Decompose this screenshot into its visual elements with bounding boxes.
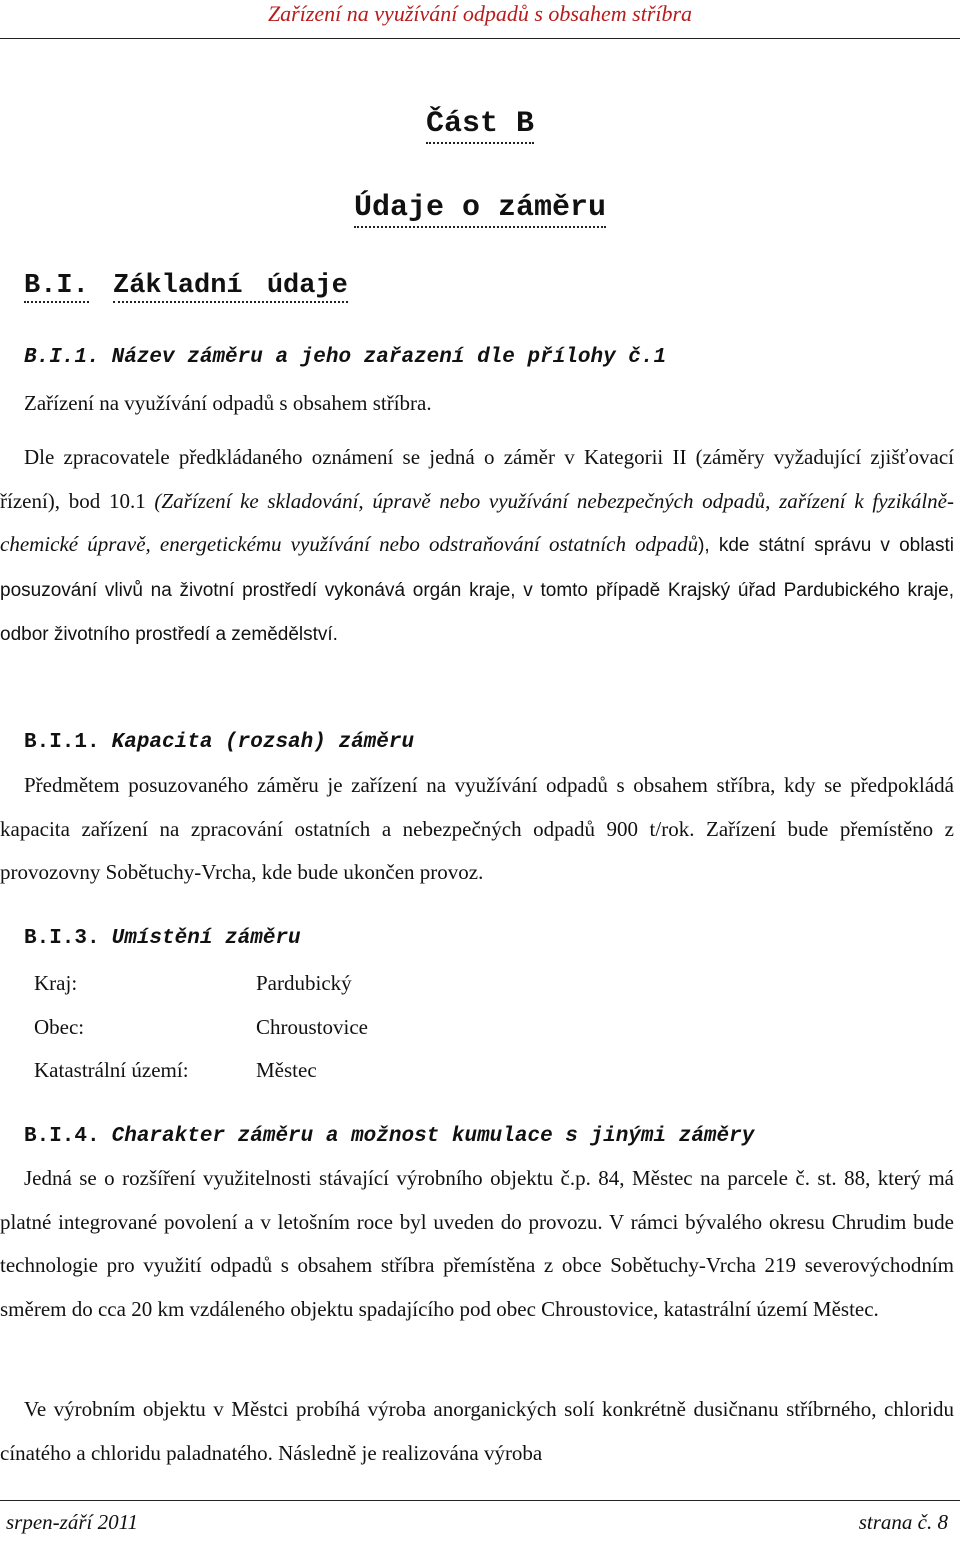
subsection-heading-3 [24, 924, 301, 954]
section-title: Základní údaje [113, 271, 348, 301]
section-heading [24, 268, 348, 304]
location-label: Kraj: [34, 971, 78, 996]
subsection-title: Kapacita (rozsah) záměru [111, 731, 415, 754]
subsection-number: B.I.1. [24, 346, 100, 369]
character-paragraph-2 [0, 1388, 954, 1475]
classification-text-a: Dle zpracovatele předkládaného oznámení se jedná o záměr v Kategorii II (záměry vyžadující zjišťovací řízení), bod 10.1 [0, 445, 954, 513]
character-text-2: Ve výrobním objektu v Městci probíhá výroba anorganických solí konkrétně dusičnanu stříbrného, chloridu cínatého a chloridu paladnatého. Následně je realizována výroba [0, 1397, 954, 1465]
capacity-paragraph [0, 764, 954, 895]
table-row [34, 962, 368, 1006]
part-title [0, 104, 960, 144]
character-paragraph-1 [0, 1157, 954, 1331]
character-text-1: Jedná se o rozšíření využitelnosti stávající výrobního objektu č.p. 84, Městec na parcele č. st. 88, který má platné integrované povolení a v letošním roce byl uveden do provozu. V rámci bývalého okresu Chrudim bude technologie pro využití odpadů s obsahem stříbra přemístěna z obce Sobětuchy-Vrcha 219 severovýchodním směrem do cca 20 km vzdáleného objektu spadajícího pod obec Chroustovice, katastrální území Městec. [0, 1166, 954, 1321]
classification-text-c: ), kde státní správu v oblasti posuzování vlivů na životní prostředí vykonává orgán kraje, v tomto případě Krajský úřad Pardubického kraje, odbor životního prostředí a zemědělství. [0, 535, 954, 645]
location-table [34, 962, 368, 1093]
subsection-number: B.I.3. [24, 927, 100, 950]
subsection-heading-4 [24, 1122, 754, 1152]
location-label: Katastrální území: [34, 1058, 189, 1083]
footer-page-number: strana č. 8 [858, 1510, 948, 1534]
subsection-heading-1 [24, 343, 666, 373]
capacity-text: Předmětem posuzovaného záměru je zařízení na využívání odpadů s obsahem stříbra, kdy se předpokládá kapacita zařízení na zpracování ostatních a nebezpečných odpadů 900 t/rok. Zařízení bude přemístěno z provozovny Sobětuchy-Vrcha, kde bude ukončen provoz. [0, 773, 954, 884]
location-value: Chroustovice [256, 1014, 368, 1039]
running-header: Zařízení na využívání odpadů s obsahem stříbra [267, 1, 693, 26]
part-title-text: Část B [426, 107, 534, 144]
subsection-title: Charakter záměru a možnost kumulace s jinými záměry [111, 1125, 755, 1148]
location-value: Městec [256, 1058, 317, 1083]
subsection-heading-2 [24, 728, 414, 758]
footer-rule [0, 1500, 960, 1501]
subsection-title: Umístění záměru [111, 927, 301, 950]
part-subtitle [0, 188, 960, 228]
footer-date: srpen-září 2011 [6, 1510, 139, 1534]
location-label: Obec: [34, 1014, 85, 1039]
subsection-number: B.I.1. [24, 731, 100, 754]
table-row [34, 1006, 368, 1050]
section-number: B.I. [24, 271, 89, 301]
header-rule [0, 38, 960, 39]
table-row [34, 1049, 368, 1093]
classification-paragraph [0, 436, 954, 657]
part-subtitle-text: Údaje o záměru [354, 191, 606, 228]
subsection-number: B.I.4. [24, 1125, 100, 1148]
classification-text-b: (Zařízení ke skladování, úpravě nebo využívání nebezpečných odpadů, zařízení k fyzikálně-chemické úpravě, energetickému využívání nebo odstraňování ostatních odpadů [0, 488, 954, 556]
subsection-title: Název záměru a jeho zařazení dle přílohy č.1 [111, 346, 667, 369]
location-value: Pardubický [256, 971, 352, 996]
project-name-line: Zařízení na využívání odpadů s obsahem stříbra. [24, 391, 432, 415]
